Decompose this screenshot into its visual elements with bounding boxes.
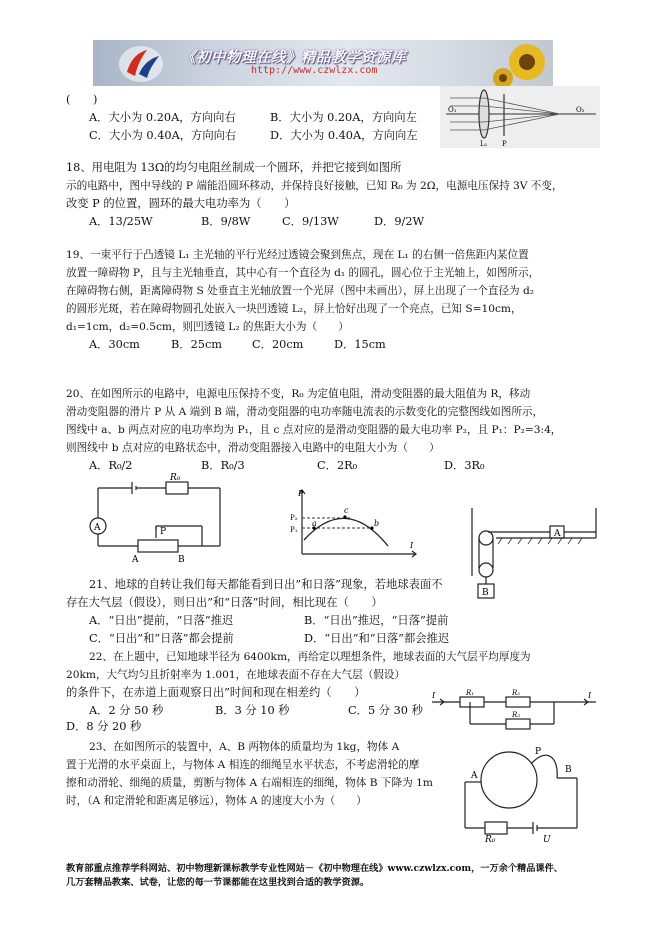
q22-line-3: 的条件下，在赤道上面观察日出”时间和现在相差约（ ） [66,686,366,699]
site-logo [113,40,173,86]
q19-line-2: 放置一障碍物 P，且与主光轴垂直，其中心有一个直径为 d₁ 的圆孔，圆心位于主光轴上，如图所示， [66,267,540,279]
q17-option-c: C．大小为 0.40A，方向向右 [89,129,237,142]
q19-option-a: A．30cm [89,338,140,351]
q23-fixed-pulley [479,531,493,545]
q18-line-3: 改变 P 的位置，圆环的最大电功率为（ ） [66,197,296,210]
q20-graph-a: a [312,519,317,528]
q17-option-d: D．大小为 0.40A，方向向左 [270,129,418,142]
q19-option-b: B．25cm [171,338,223,351]
q23-moving-pulley [479,563,493,577]
q17-label-p: P [502,140,507,148]
q18-ring-circuit [455,738,595,845]
q18-label-p: P [535,747,542,757]
q23-line-3: 擦和动滑轮、细绳的质量，剪断与物体 A 右端相连的细绳，物体 B 下降为 1m [66,777,433,789]
q22-line-1: 22、在上题中，已知地球半径为 6400km，再给定以理想条件，地球表面的大气层平均厚度为 [89,651,531,663]
q18-label-a: A [471,771,478,781]
q21-option-a: A．“日出”提前，“日落”推迟 [89,614,234,627]
q23-line-4: 时，（A 和定滑轮和距离足够远），物体 A 的速度大小为（ ） [66,795,367,807]
q20-resistor-r0 [166,482,188,494]
q17-label-l1: L₁ [480,140,488,148]
q20-graph-p2: P₂ [290,514,298,522]
q20-line-1: 20、在如图所示的电路中，电源电压保持不变，R₀ 为定值电阻，滑动变阻器的最大阻值为 R，移动 [66,388,531,400]
q22-resistor-r3 [506,719,530,729]
q17-label-o1: O₁ [448,106,457,114]
site-banner [93,40,553,86]
q21-option-d: D．“日出”和“日落”都会推迟 [304,632,450,645]
q22-option-d: D．8 分 20 秒 [66,720,142,733]
q23-label-b: B [482,588,489,598]
q19-option-c: C．20cm [252,338,304,351]
banner-title: 《初中物理在线》精品教学资源库 [181,49,406,66]
q20-line-3: 图线中 a、b 两点对应的电功率均为 P₁，且 c 点对应的是滑动变阻器的最大电功率 P₂，且 P₁：P₂=3:4， [66,424,562,436]
q20-graph-b: b [374,519,380,528]
q22-label-i-right: I [588,691,592,700]
q20-label-b: B [178,555,185,565]
q20-rheostat [138,540,178,552]
q21-line-1: 21、地球的自转让我们每天都能看到日出”和日落”现象，若地球表面不 [89,578,443,591]
q18-label-b: B [565,765,572,775]
q22-label-i-left: I [432,691,436,700]
q22-option-b: B．3 分 10 秒 [215,704,290,717]
q19-line-1: 19、一束平行于凸透镜 L₁ 主光轴的平行光经过透镜会聚到焦点，现在 L₁ 的右侧一倍焦距内某位置 [66,249,529,261]
q20-ammeter-label: A [94,523,101,533]
q20-label-r0: R₀ [170,473,181,483]
q22-resistor-r2 [506,697,530,707]
q20-option-c: C．2R₀ [317,459,358,472]
q22-option-c: C．5 分 30 秒 [348,704,423,717]
q20-line-4: 则图线中 b 点对应的电路状态中，滑动变阻器接入电路中的电阻大小为（ ） [66,442,440,454]
q23-label-a: A [554,529,561,539]
q20-option-a: A．R₀/2 [89,459,133,472]
q20-circuit-diagram [88,474,228,564]
q18-option-b: B．9/8W [201,215,251,228]
q18-resistance-ring [481,752,537,808]
q20-line-2: 滑动变阻器的滑片 P 从 A 端到 B 端，滑动变阻器的电功率随电流表的示数变化的完整图线如图所示， [66,406,544,418]
q20-option-b: B．R₀/3 [201,459,245,472]
q20-label-a: A [132,555,139,565]
q22-label-r3: R₃ [512,711,521,719]
q19-line-3: 在障碍物右侧，距离障碍物 S 处垂直主光轴放置一个光屏（图中未画出），屏上出现了一个直径为 d₂ [66,285,535,297]
q17-label-o2: O₂ [576,106,585,114]
q18-line-2: 示的电路中，图中导线的 P 端能沿圆环移动，并保持良好接触，已知 R₀ 为 2Ω，电源电压保持 3V 不变， [66,180,563,192]
q22-line-2: 20km，大气均匀且折射率为 1.001，在地球表面不存在大气层（假设） [66,669,406,681]
q17-paren: ( ) [66,93,98,106]
q19-line-5: d₁=1cm，d₂=0.5cm，则凹透镜 L₂ 的焦距大小为（ ） [66,321,349,333]
q19-option-d: D．15cm [334,338,386,351]
sunflower-image [493,40,553,86]
footer-line-2: 几万套精品教案、试卷，让您的每一节课都能在这里找到合适的教学资源。 [66,877,370,888]
q18-label-u: U [543,835,551,845]
q18-option-d: D．9/2W [374,215,425,228]
q21-line-2: 存在大气层（假设），则日出”和“日落”时间，相比现在（ ） [66,596,383,609]
q20-label-p: P [160,527,167,537]
q23-line-2: 置于光滑的水平桌面上，与物体 A 相连的细绳呈水平状态，不考虑滑轮的摩 [66,759,420,771]
q22-resistor-r1 [460,697,484,707]
q17-lens-figure [440,86,600,148]
q23-pulley-diagram [462,506,602,606]
q23-line-1: 23、在如图所示的装置中，A、B 两物体的质量均为 1kg，物体 A [89,741,400,753]
q18-line-1: 18、用电阻为 13Ω的均匀电阻丝制成一个圆环，并把它接到如图所 [66,161,402,174]
footer-line-1: 教育部重点推荐学科网站、初中物理新课标教学专业性网站－《初中物理在线》www.czwlzx.com，一万余个精品课件、 [66,863,563,874]
q18-option-c: C．9/13W [282,215,339,228]
q17-option-a: A．大小为 0.20A，方向向右 [89,111,236,124]
q20-power-graph [290,488,420,560]
q20-graph-p1: P₁ [290,526,298,534]
q20-graph-axis-i: I [410,541,414,550]
q20-graph-c: c [344,506,349,515]
q22-resistor-network [430,688,600,738]
q20-graph-axis-p: P [298,489,304,498]
q20-option-d: D．3R₀ [444,459,485,472]
q18-label-r0: R₀ [485,835,496,845]
q21-option-b: B．“日出”推迟，“日落”提前 [304,614,449,627]
q17-option-b: B．大小为 0.20A，方向向左 [270,111,417,124]
banner-url[interactable]: http://www.czwlzx.com [251,65,378,76]
q18-resistor-r0 [485,822,507,834]
q21-option-c: C．“日出”和“日落”都会提前 [89,632,234,645]
q18-option-a: A．13/25W [89,215,153,228]
q22-label-r2: R₂ [512,689,521,697]
q22-label-r1: R₁ [466,689,475,697]
q19-line-4: 的圆形光斑，若在障碍物圆孔处嵌入一块凹透镜 L₂，屏上恰好出现了一个亮点，已知 S=10cm， [66,303,522,315]
q22-option-a: A．2 分 50 秒 [89,704,164,717]
